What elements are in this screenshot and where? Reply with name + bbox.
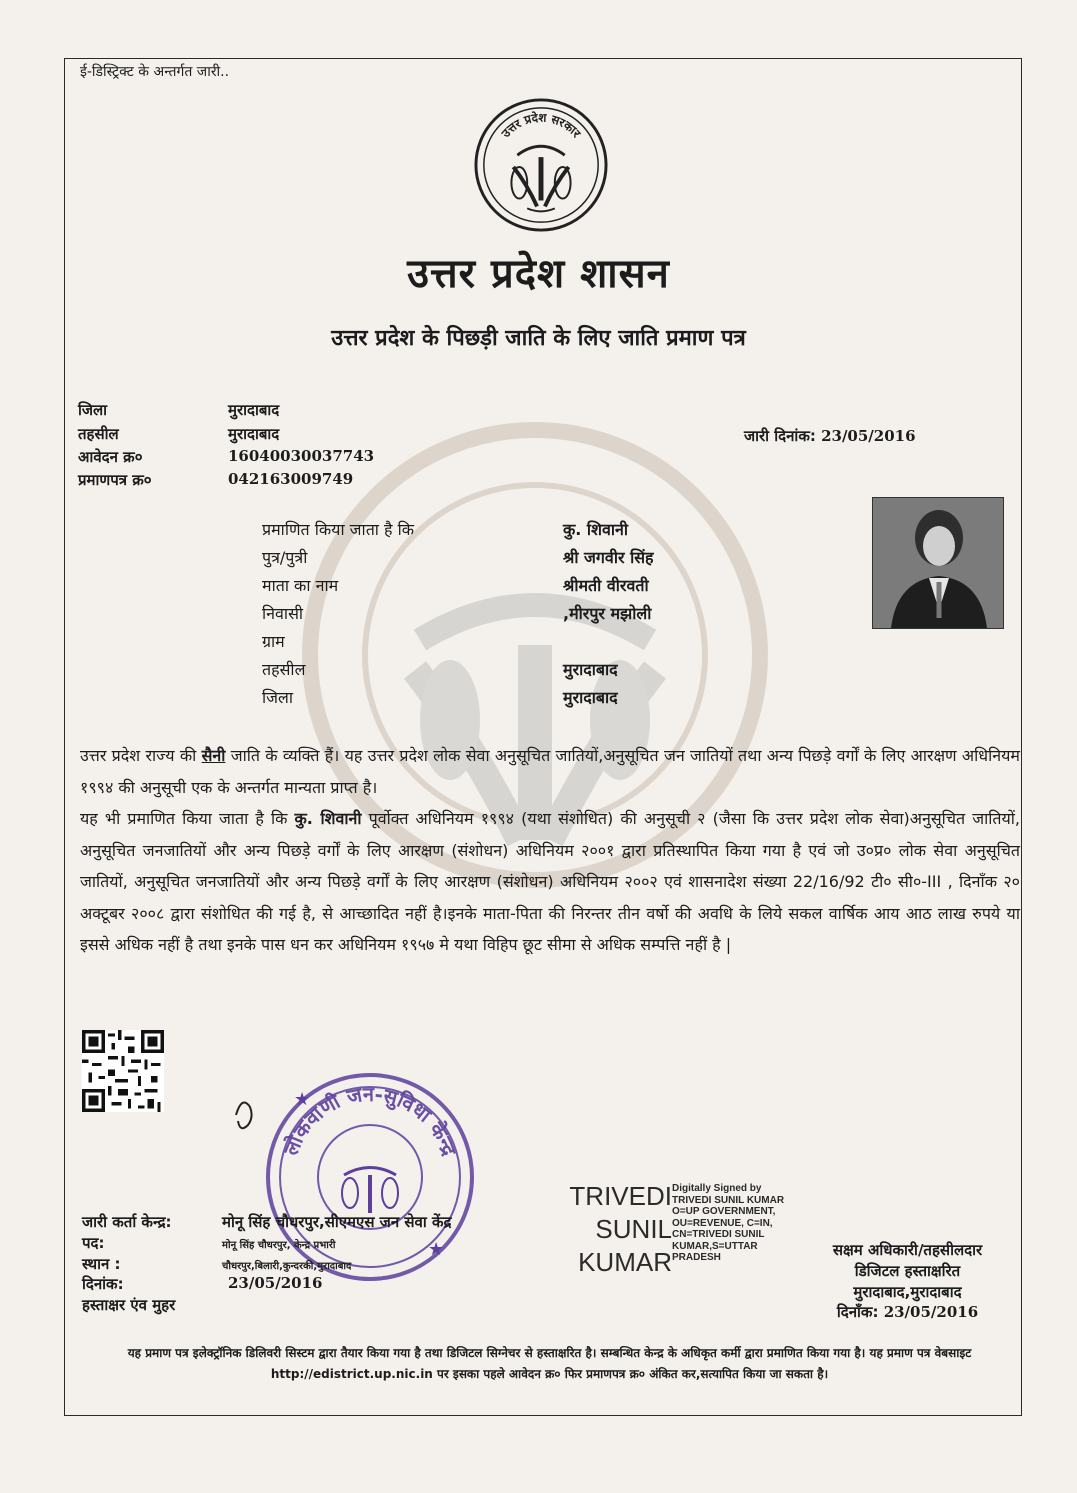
issue-date-value: 23/05/2016 <box>821 427 916 445</box>
field-value-resident: ,मीरपुर मझोली <box>563 604 652 623</box>
svg-text:★: ★ <box>428 1239 445 1260</box>
para1-text-end: जाति के व्यक्ति हैं। यह उत्तर प्रदेश लोक सेवा अनुसूचित जातियों,अनुसूचित जन जातियों तथा अन्य पिछड़े वर्गों के लिए आरक्षण अधिनियम १९९४ की अनुसूची एक के अन्तर्गत मान्यता प्राप्त है। <box>80 746 1020 797</box>
authority-signed: डिजिटल हस्ताक्षरित <box>854 1262 961 1280</box>
issue-date <box>744 426 916 446</box>
application-number-label: आवेदन क्र० <box>78 448 143 466</box>
signature-detail-line: OU=REVENUE, C=IN, <box>672 1217 773 1229</box>
field-value-tehsil: मुरादाबाद <box>563 660 618 679</box>
signature-detail-line: CN=TRIVEDI SUNIL <box>672 1229 765 1240</box>
certificate-subtitle: उत्तर प्रदेश के पिछड़ी जाति के लिए जाति प्रमाण पत्र <box>331 326 746 351</box>
field-label-parent: पुत्र/पुत्री <box>262 548 308 567</box>
post-label: पद: <box>82 1234 105 1252</box>
person-photo-icon <box>873 498 1003 628</box>
state-emblem-icon <box>472 96 610 234</box>
svg-text:उत्तर प्रदेश सरकार: उत्तर प्रदेश सरकार <box>498 110 584 141</box>
svg-text:★: ★ <box>294 1089 311 1110</box>
field-value-father: श्री जगवीर सिंह <box>563 548 654 567</box>
place-value: चौधरपुर,बिलारी,कुन्दरकी,मुरादाबाद <box>222 1261 352 1272</box>
applicant-photo <box>872 497 1004 629</box>
date-value: 23/05/2016 <box>228 1274 323 1292</box>
verification-footnote: यह प्रमाण पत्र इलेक्ट्रॉनिक डिलिवरी सिस्टम द्वारा तैयार किया गया है तथा डिजिटल सिग्नेचर से हस्ताक्षरित है। सम्बन्धित केन्द्र के अधिकृत कर्मी द्वारा प्रमाणित किया गया है। यह प्रमाण पत्र वेबसाइट http://edistrict.up.nic.in पर इसका पहले आवेदन क्र० फिर प्रमाणपत्र क्र० अंकित कर,सत्यापित किया जा सकता है। <box>127 1346 972 1381</box>
field-value-mother: श्रीमती वीरवती <box>563 576 649 595</box>
caste-paragraph <box>80 740 1020 803</box>
authority-date-value: 23/05/2016 <box>883 1303 979 1321</box>
signature-detail-line: PRADESH <box>672 1252 721 1263</box>
page-title: उत्तर प्रदेश शासन <box>407 251 670 297</box>
district-label: जिला <box>78 401 108 419</box>
para1-text: उत्तर प्रदेश राज्य की <box>80 746 202 765</box>
district-value: मुरादाबाद <box>228 401 280 419</box>
para2-text-end: पूर्वोक्त अधिनियम १९९४ (यथा संशोधित) की अनुसूची २ (जैसा कि उत्तर प्रदेश लोक सेवा)अनुसूचित जातियों, अनुसूचित जनजातियों और अन्य पिछड़े वर्गों के लिए आरक्षण (संशोधन) अधिनियम २००१ द्वारा प्रतिस्थापित किया गया है एवं जो उ०प्र० लोक सेवा अनुसूचित जातियों, अनुसूचित जनजातियों और अन्य पिछड़े वर्गों के लिए आरक्षण (संशोधन) अधिनियम २००२ एवं शासनादेश संख्या 22/16/92 टी० सी०-III , दिनाँक २० अक्टूबर २००८ द्वारा संशोधित की गई है, से आच्छादित नहीं है।इनके माता-पिता की निरन्तर तीन वर्षो की अवधि के लिये सकल वार्षिक आय आठ लाख रुपये या इससे अधिक नहीं है तथा इनके पास धन कर अधिनियम १९५७ मे यथा विहिप छूट सीमा से अधिक सम्पत्ति नहीं है | <box>80 809 1020 954</box>
field-value-name: कु. शिवानी <box>563 520 629 539</box>
signature-seal-label: हस्ताक्षर एंव मुहर <box>82 1296 176 1314</box>
center-stamp-icon <box>232 1065 507 1290</box>
certificate-body <box>80 740 1020 961</box>
tehsil-value: मुरादाबाद <box>228 425 280 443</box>
svg-text:लोकवाणी जन-सुविधा केन्द्र: लोकवाणी जन-सुविधा केन्द्र <box>278 1081 462 1159</box>
field-value-district: मुरादाबाद <box>563 688 618 707</box>
certificate-number-label: प्रमाणपत्र क्र० <box>78 471 152 489</box>
place-label: स्थान : <box>82 1255 121 1273</box>
tehsil-label: तहसील <box>78 425 119 443</box>
issuing-center-label: जारी कर्ता केन्द्र: <box>82 1213 172 1231</box>
signer-line: KUMAR <box>578 1247 672 1277</box>
signature-detail-line: KUMAR,S=UTTAR <box>672 1240 758 1252</box>
eligibility-paragraph <box>80 803 1020 961</box>
date-label: दिनांक: <box>82 1275 124 1293</box>
signature-detail-line: Digitally Signed by <box>672 1183 762 1194</box>
digital-signature-details <box>672 1183 802 1264</box>
field-label-district: जिला <box>262 688 294 707</box>
field-label-certified: प्रमाणित किया जाता है कि <box>262 520 415 539</box>
applicant-name-inline: कु. शिवानी <box>294 809 362 828</box>
issuing-center-value: मोनू सिंह चौधरपुर,सीएमएस जन सेवा केंद्र <box>222 1213 452 1231</box>
field-label-village: ग्राम <box>262 632 285 651</box>
signer-line: TRIVEDI <box>569 1181 672 1211</box>
post-value: मोनू सिंह चौधरपुर, केन्द्र प्रभारी <box>222 1240 336 1251</box>
signature-detail-line: TRIVEDI SUNIL KUMAR <box>672 1194 785 1206</box>
signature-detail-line: O=UP GOVERNMENT, <box>672 1206 776 1217</box>
authority-date <box>795 1302 1020 1322</box>
authority-date-label: दिनाँक: <box>836 1303 879 1321</box>
issued-under-note: ई-डिस्ट्रिक्ट के अन्तर्गत जारी.. <box>80 64 230 80</box>
issue-date-label: जारी दिनांक: <box>744 427 816 445</box>
digital-signer-name <box>560 1180 672 1279</box>
application-number-value: 16040030037743 <box>228 447 375 465</box>
field-label-mother: माता का नाम <box>262 576 339 595</box>
qr-code-icon <box>82 1030 164 1112</box>
authority-title: सक्षम अधिकारी/तहसीलदार <box>832 1241 983 1259</box>
caste-name: सैनी <box>201 746 226 765</box>
field-label-resident: निवासी <box>262 604 304 623</box>
signer-line: SUNIL <box>595 1214 672 1244</box>
certificate-number-value: 042163009749 <box>228 470 354 488</box>
field-label-tehsil: तहसील <box>262 660 306 679</box>
para2-text: यह भी प्रमाणित किया जाता है कि <box>80 809 295 828</box>
authority-location: मुरादाबाद,मुरादाबाद <box>853 1283 962 1301</box>
